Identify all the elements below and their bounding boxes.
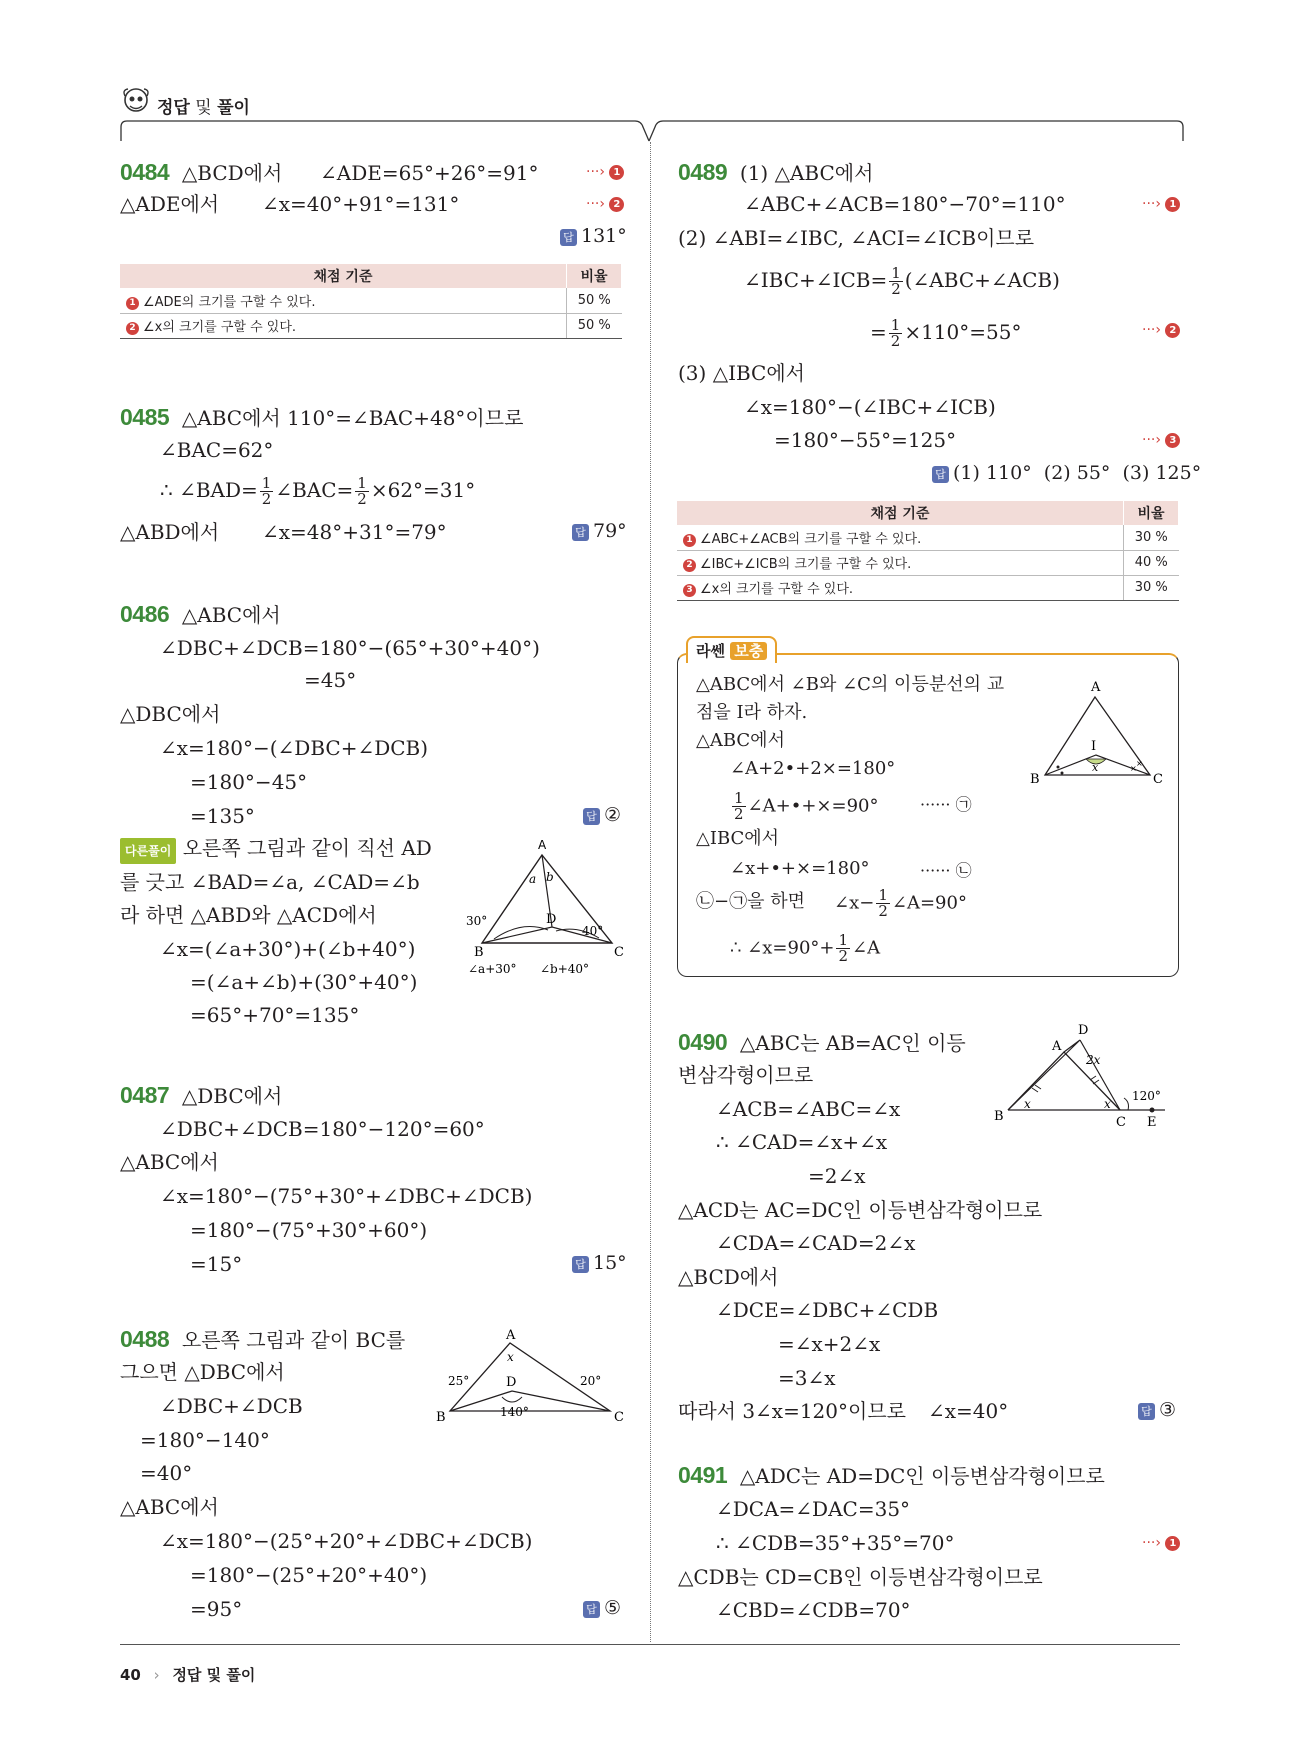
problem-0486-line4: △DBC에서 [120, 702, 221, 726]
fig-label-25: 25° [448, 1374, 470, 1388]
problem-0490-line10: =∠x+2∠x [778, 1332, 881, 1356]
problem-0486-line3: =45° [304, 668, 357, 692]
problem-0490-line5: =2∠x [808, 1164, 866, 1188]
answer-0489: 답 (1) 110° (2) 55° (3) 125° [932, 462, 1201, 484]
marker-1: ···› 1 [1142, 196, 1180, 212]
problem-0485-eq4: ∠x=48°+31°=79° [262, 520, 447, 544]
tip-line5: $\frac{1}{2}$ ∠A+•+×=90° [734, 789, 879, 823]
problem-0489-line1: 0489 (1) △ABC에서 [678, 159, 874, 185]
problem-0489-line2: ∠ABC+∠ACB=180°−70°=110° [744, 192, 1066, 216]
alt-solution-line3: 라 하면 △ABD와 △ACD에서 [120, 903, 377, 927]
problem-0488-line3: ∠DBC+∠DCB [160, 1394, 303, 1418]
fig-label-A: A [1052, 1039, 1062, 1054]
fig-label-30: 30° [466, 914, 488, 928]
problem-0484-line1: 0484 △BCD에서 [120, 159, 283, 185]
fig-label-a: a [529, 872, 537, 886]
footer: 40 › 정답 및 풀이 [120, 1666, 256, 1684]
problem-0487-line3: △ABC에서 [120, 1150, 219, 1174]
problem-0491-line1: 0491 △ADC는 AD=DC인 이등변삼각형이므로 [678, 1462, 1105, 1488]
problem-number: 0488 [120, 1326, 170, 1352]
answer-0486: 답 ② [583, 804, 621, 826]
fig-label-140: 140° [500, 1405, 529, 1419]
problem-0486-line5: ∠x=180°−(∠DBC+∠DCB) [160, 736, 429, 760]
problem-0485-line4: △ABD에서 [120, 520, 220, 544]
tip-line3: △ABC에서 [696, 730, 785, 751]
footer-title: 정답 및 풀이 [172, 1666, 256, 1684]
fig-label-120: 120° [1132, 1089, 1161, 1103]
alt-solution-line5: =(∠a+∠b)+(30°+40°) [190, 970, 418, 994]
fig-label-x: x [507, 1350, 514, 1364]
table-row: 1 ∠ADE의 크기를 구할 수 있다. 50 % [120, 288, 622, 313]
mascot-icon [120, 86, 152, 118]
figure-0490 [990, 1022, 1180, 1132]
problem-0490-line1: 0490 △ABC는 AB=AC인 이등 [678, 1029, 966, 1055]
fig-label-b: b [546, 870, 554, 884]
problem-number: 0486 [120, 601, 170, 627]
alt-solution-line2: 를 긋고 ∠BAD=∠a, ∠CAD=∠b [120, 870, 420, 894]
problem-0487-line4: ∠x=180°−(75°+30°+∠DBC+∠DCB) [160, 1184, 533, 1208]
problem-0485-line1: 0485 △ABC에서 110°=∠BAC+48°이므로 [120, 404, 524, 430]
problem-0488-line6: △ABC에서 [120, 1495, 219, 1519]
problem-0489-line6: (3) △IBC에서 [678, 361, 805, 385]
problem-number: 0489 [678, 159, 728, 185]
fig-label-C: C [614, 1410, 624, 1425]
problem-0490-eq12: ∠x=40° [928, 1399, 1009, 1423]
fig-label-A: A [1091, 680, 1101, 695]
problem-0490-line2: 변삼각형이므로 [678, 1063, 814, 1087]
fig-label-B: B [436, 1410, 446, 1425]
answer-0490: 답 ③ [1138, 1399, 1176, 1421]
fig-label-b40: ∠b+40° [540, 962, 590, 976]
tip-line8-eq: ∠x− $\frac{1}{2}$ ∠A=90° [834, 886, 967, 920]
tip-line1: △ABC에서 ∠B와 ∠C의 이등분선의 교 [696, 674, 1005, 695]
table-row: 2 ∠x의 크기를 구할 수 있다. 50 % [120, 313, 622, 338]
tip-line2: 점을 I라 하자. [696, 702, 808, 723]
problem-0490-line8: △BCD에서 [678, 1265, 779, 1289]
problem-0484-eq2: ∠x=40°+91°=131° [262, 192, 460, 216]
figure-0488 [430, 1325, 630, 1425]
header-title: 정답 및 풀이 [157, 98, 250, 118]
problem-0488-line9: =95° [190, 1597, 243, 1621]
problem-0490-line11: =3∠x [778, 1366, 836, 1390]
fig-label-A: A [538, 838, 547, 852]
marker-2: ···› 2 [1142, 322, 1180, 338]
answer-0487: 답 15° [572, 1252, 627, 1274]
problem-number: 0484 [120, 159, 170, 185]
problem-0487-line5: =180°−(75°+30°+60°) [190, 1218, 428, 1242]
tip-line9: ∴ ∠x=90°+ $\frac{1}{2}$ ∠A [730, 931, 881, 965]
column-divider [650, 142, 651, 1642]
alt-solution-line6: =65°+70°=135° [190, 1003, 360, 1027]
marker-1: ···› 1 [1142, 1535, 1180, 1551]
answer-0488: 답 ⑤ [583, 1597, 621, 1619]
marker-1: ···› 1 [586, 164, 624, 180]
problem-0488-line7: ∠x=180°−(25°+20°+∠DBC+∠DCB) [160, 1529, 533, 1553]
answer-0485: 답 79° [572, 520, 627, 542]
fig-label-C: C [1153, 772, 1163, 787]
problem-0491-line4: △CDB는 CD=CB인 이등변삼각형이므로 [678, 1565, 1043, 1589]
problem-0487-line1: 0487 △DBC에서 [120, 1082, 283, 1108]
problem-0488-line2: 그으면 △DBC에서 [120, 1360, 285, 1384]
marker-2: ···› 2 [586, 196, 624, 212]
problem-0487-line2: ∠DBC+∠DCB=180°−120°=60° [160, 1117, 485, 1141]
page-number: 40 [120, 1666, 141, 1684]
marker-3: ···› 3 [1142, 432, 1180, 448]
tip-line6: △IBC에서 [696, 828, 780, 849]
problem-0489-line7: ∠x=180°−(∠IBC+∠ICB) [744, 395, 996, 419]
problem-0488-line4: =180°−140° [140, 1428, 270, 1452]
fig-label-D: D [1078, 1023, 1089, 1038]
problem-0489-line3: (2) ∠ABI=∠IBC, ∠ACI=∠ICB이므로 [678, 226, 1035, 250]
problem-0486-line7: =135° [190, 804, 255, 828]
problem-0490-line7: ∠CDA=∠CAD=2∠x [716, 1231, 916, 1255]
fig-label-C: C [614, 945, 624, 960]
problem-0490-line3: ∠ACB=∠ABC=∠x [716, 1097, 901, 1121]
fig-label-B: B [994, 1109, 1004, 1124]
footer-rule [120, 1644, 1180, 1645]
fig-label-x2: x [1104, 1097, 1111, 1111]
problem-0491-line2: ∠DCA=∠DAC=35° [716, 1497, 911, 1521]
fig-label-20: 20° [580, 1374, 602, 1388]
problem-0488-line8: =180°−(25°+20°+40°) [190, 1563, 428, 1587]
problem-0489-line5: = $\frac{1}{2}$ ×110°=55° [870, 316, 1022, 350]
answer-0484: 답 131° [560, 225, 627, 247]
tip-line5-tag: ······ ㉠ [920, 795, 972, 814]
problem-0488-line5: =40° [140, 1461, 193, 1485]
problem-0490-line4: ∴ ∠CAD=∠x+∠x [716, 1130, 888, 1154]
tip-figure [1020, 675, 1170, 790]
problem-0484-line2: △ADE에서 [120, 192, 220, 216]
problem-0490-line6: △ACD는 AC=DC인 이등변삼각형이므로 [678, 1198, 1043, 1222]
alt-solution-tag: 다른풀이 [120, 838, 176, 864]
problem-0491-line5: ∠CBD=∠CDB=70° [716, 1598, 911, 1622]
problem-0486-line6: =180°−45° [190, 770, 308, 794]
tip-line8: ㉡−㉠을 하면 [696, 891, 805, 912]
problem-0487-line6: =15° [190, 1252, 243, 1276]
table-row: 1 ∠ABC+∠ACB의 크기를 구할 수 있다. 30 % [677, 525, 1179, 550]
criteria-table-0489: 채점 기준 비율 1 ∠ABC+∠ACB의 크기를 구할 수 있다. 30 % 2 ∠IBC+∠ICB의 크기를 구할 수 있다. 40 % 3 ∠x의 크기를 구할 수 있다. 30 % [677, 501, 1179, 601]
problem-0489-line8: =180°−55°=125° [774, 428, 957, 452]
fig-label-C: C [1116, 1115, 1126, 1130]
problem-number: 0490 [678, 1029, 728, 1055]
table-row: 2 ∠IBC+∠ICB의 크기를 구할 수 있다. 40 % [677, 550, 1179, 575]
problem-0490-line9: ∠DCE=∠DBC+∠CDB [716, 1298, 939, 1322]
problem-0491-line3: ∴ ∠CDB=35°+35°=70° [716, 1531, 955, 1555]
tip-line4: ∠A+2•+2×=180° [730, 758, 896, 779]
problem-0488-line1: 0488 오른쪽 그림과 같이 BC를 [120, 1326, 406, 1352]
problem-0485-line2: ∠BAC=62° [160, 438, 274, 462]
problem-number: 0487 [120, 1082, 170, 1108]
header-frame [115, 83, 1190, 143]
criteria-table-0484: 채점 기준 비율 1 ∠ADE의 크기를 구할 수 있다. 50 % 2 ∠x의 크기를 구할 수 있다. 50 % [120, 264, 622, 339]
problem-0486-line1: 0486 △ABC에서 [120, 601, 281, 627]
svg-text:×: × [1136, 759, 1143, 768]
tip-title: 라쎈 보충 [686, 636, 777, 663]
problem-0486-line2: ∠DBC+∠DCB=180°−(65°+30°+40°) [160, 636, 540, 660]
fig-label-B: B [1030, 772, 1040, 787]
problem-0489-line4: ∠IBC+∠ICB= $\frac{1}{2}$ (∠ABC+∠ACB) [744, 264, 1060, 298]
problem-0485-line3: ∴ ∠BAD= $\frac{1}{2}$ ∠BAC= $\frac{1}{2}$ ×62°=31° [160, 474, 476, 508]
fig-label-2x: 2x [1086, 1053, 1101, 1067]
fig-label-x1: x [1024, 1097, 1031, 1111]
fig-label-x: x [1092, 761, 1099, 774]
alt-solution-line4: ∠x=(∠a+30°)+(∠b+40°) [160, 937, 416, 961]
fig-label-D: D [506, 1375, 517, 1390]
problem-0490-line12: 따라서 3∠x=120°이므로 [678, 1399, 906, 1423]
tip-line7-tag: ······ ㉡ [920, 861, 972, 880]
table-row: 3 ∠x의 크기를 구할 수 있다. 30 % [677, 575, 1179, 600]
problem-number: 0485 [120, 404, 170, 430]
figure-0486 [462, 835, 632, 977]
fig-label-I: I [1091, 739, 1097, 754]
fig-label-A: A [506, 1328, 516, 1343]
fig-label-B: B [474, 945, 484, 960]
fig-label-D: D [546, 912, 557, 927]
tip-line7: ∠x+•+×=180° [730, 858, 870, 879]
fig-label-a30: ∠a+30° [468, 962, 517, 976]
fig-label-E: E [1147, 1115, 1157, 1130]
svg-text:×: × [1130, 764, 1137, 773]
problem-0484-eq1: ∠ADE=65°+26°=91° [320, 161, 539, 185]
problem-number: 0491 [678, 1462, 728, 1488]
fig-label-40: 40° [582, 924, 604, 938]
alt-solution-line1: 다른풀이 오른쪽 그림과 같이 직선 AD [120, 836, 432, 864]
